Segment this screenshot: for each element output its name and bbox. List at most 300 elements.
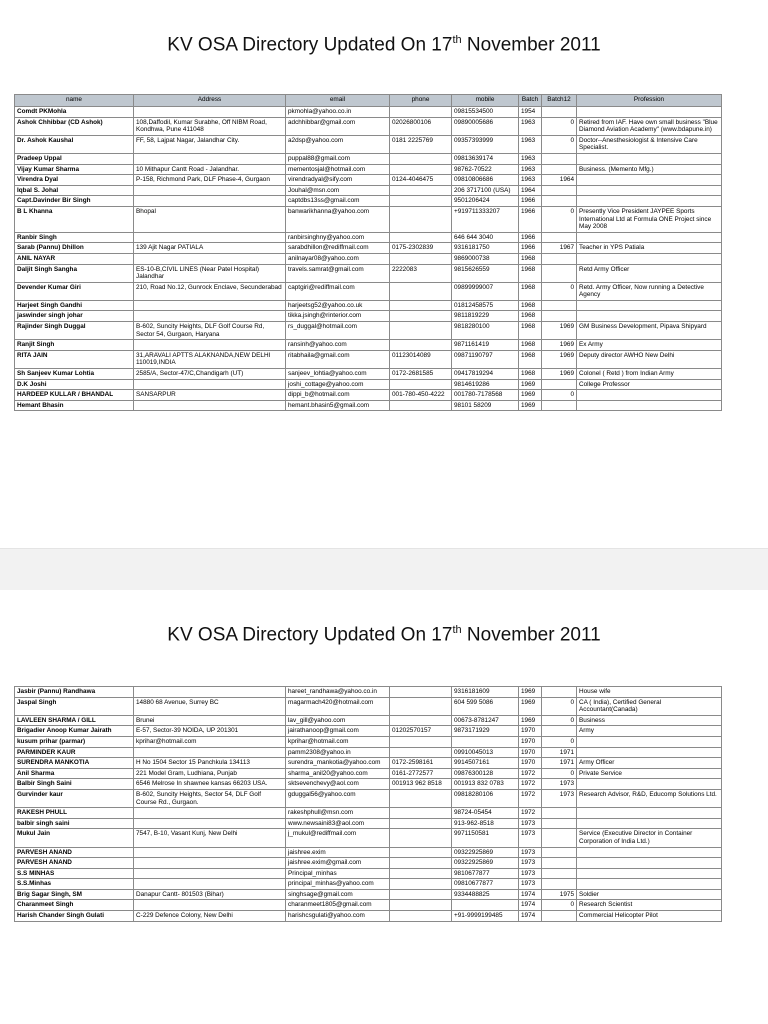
batch12-cell — [542, 868, 577, 879]
batch-cell: 1970 — [519, 758, 542, 769]
name-cell: RAKESH PHULL — [15, 808, 134, 819]
address-cell: B-602, Suncity Heights, DLF Golf Course Rd, Sector 54, Gurgaon, Haryana — [134, 322, 286, 340]
profession-cell — [577, 400, 722, 411]
phone-cell: 0172-2681585 — [390, 369, 452, 380]
batch-cell: 1972 — [519, 768, 542, 779]
email-cell: banwarikhanna@yahoo.com — [286, 206, 390, 232]
profession-cell: Army Officer — [577, 758, 722, 769]
phone-cell — [390, 808, 452, 819]
table-row — [15, 107, 722, 118]
table-row — [15, 736, 722, 747]
batch-cell: 1968 — [519, 322, 542, 340]
batch12-cell — [542, 253, 577, 264]
email-cell: harishcsgulati@yahoo.com — [286, 911, 390, 922]
document-page-2 — [0, 590, 768, 1024]
batch-cell: 1968 — [519, 264, 542, 282]
email-cell: jaishree.exim — [286, 847, 390, 858]
name-cell: HARDEEP KULLAR / BHANDAL — [15, 390, 134, 401]
batch12-cell — [542, 829, 577, 847]
profession-cell — [577, 185, 722, 196]
email-cell: charanmeet1805@gmail.com — [286, 900, 390, 911]
table-row — [15, 858, 722, 869]
mobile-cell: 98724-05454 — [452, 808, 519, 819]
phone-cell — [390, 185, 452, 196]
address-cell — [134, 808, 286, 819]
batch12-cell: 1973 — [542, 789, 577, 807]
profession-cell: CA ( India), Certified General Accountant(Canada) — [577, 697, 722, 715]
mobile-cell: 00673-8781247 — [452, 715, 519, 726]
profession-cell — [577, 779, 722, 790]
batch12-cell: 0 — [542, 282, 577, 300]
address-cell: 7547, B-10, Vasant Kunj, New Delhi — [134, 829, 286, 847]
profession-cell: Private Service — [577, 768, 722, 779]
email-cell: virendradyal@sify.com — [286, 175, 390, 186]
phone-cell — [390, 818, 452, 829]
batch-cell: 1963 — [519, 175, 542, 186]
address-cell — [134, 253, 286, 264]
phone-cell — [390, 747, 452, 758]
name-cell: Ranbir Singh — [15, 232, 134, 243]
address-cell — [134, 747, 286, 758]
name-cell: Charanmeet Singh — [15, 900, 134, 911]
name-cell: Devender Kumar Giri — [15, 282, 134, 300]
email-cell: a2dsp@yahoo.com — [286, 135, 390, 153]
email-cell: gduggal56@yahoo.com — [286, 789, 390, 807]
batch-cell: 1972 — [519, 779, 542, 790]
name-cell: Ranjit Singh — [15, 340, 134, 351]
batch-cell: 1969 — [519, 687, 542, 698]
email-cell: surendra_mankotia@yahoo.com — [286, 758, 390, 769]
phone-cell: 0181 2225769 — [390, 135, 452, 153]
batch-cell: 1972 — [519, 808, 542, 819]
table-row — [15, 282, 722, 300]
email-cell: jairathanoop@gmail.com — [286, 726, 390, 737]
mobile-cell: 09357393999 — [452, 135, 519, 153]
phone-cell — [390, 715, 452, 726]
email-cell: harjeetsg52@yahoo.co.uk — [286, 300, 390, 311]
profession-cell: Retd. Army Officer, Now running a Detective Agency — [577, 282, 722, 300]
address-cell — [134, 300, 286, 311]
email-cell: dippi_b@hotmail.com — [286, 390, 390, 401]
name-cell: Hemant Bhasin — [15, 400, 134, 411]
batch12-cell — [542, 726, 577, 737]
phone-cell — [390, 300, 452, 311]
batch-cell: 1973 — [519, 829, 542, 847]
table-row — [15, 900, 722, 911]
email-cell: joshi_cottage@yahoo.com — [286, 379, 390, 390]
table-row — [15, 300, 722, 311]
profession-cell: GM Business Development, Pipava Shipyard — [577, 322, 722, 340]
profession-cell: House wife — [577, 687, 722, 698]
table-row — [15, 818, 722, 829]
table-row — [15, 726, 722, 737]
profession-cell — [577, 736, 722, 747]
email-cell: sanjeev_lohtia@yahoo.com — [286, 369, 390, 380]
table-row — [15, 687, 722, 698]
batch-cell: 1970 — [519, 726, 542, 737]
email-cell: ranbirsinghny@yahoo.com — [286, 232, 390, 243]
name-cell: jaswinder singh johar — [15, 311, 134, 322]
name-cell: Iqbal S. Johal — [15, 185, 134, 196]
address-cell: 6546 Melrose In shawnee kansas 66203 USA. — [134, 779, 286, 790]
profession-cell — [577, 300, 722, 311]
name-cell: ANIL NAYAR — [15, 253, 134, 264]
batch12-cell: 0 — [542, 736, 577, 747]
address-cell: 31,ARAVALI APTTS ALAKNANDA,NEW DELHI 110019,INDIA — [134, 350, 286, 368]
address-cell — [134, 185, 286, 196]
email-cell: pamm2308@yahoo.in — [286, 747, 390, 758]
mobile-cell: 98101 58209 — [452, 400, 519, 411]
batch12-cell: 0 — [542, 697, 577, 715]
page-gap — [0, 548, 768, 592]
mobile-cell: 646 644 3040 — [452, 232, 519, 243]
phone-cell — [390, 789, 452, 807]
mobile-cell — [452, 900, 519, 911]
mobile-cell: 9334488825 — [452, 889, 519, 900]
address-cell: H No 1504 Sector 15 Panchkula 134113 — [134, 758, 286, 769]
column-header: Batch — [519, 95, 542, 107]
email-cell: puppal88@gmail.com — [286, 153, 390, 164]
batch-cell: 1968 — [519, 350, 542, 368]
batch-cell: 1968 — [519, 369, 542, 380]
column-header: name — [15, 95, 134, 107]
phone-cell — [390, 107, 452, 118]
mobile-cell: 9869000738 — [452, 253, 519, 264]
batch12-cell — [542, 911, 577, 922]
profession-cell — [577, 868, 722, 879]
batch12-cell: 0 — [542, 117, 577, 135]
email-cell: pkmohla@yahoo.co.in — [286, 107, 390, 118]
batch-cell: 1966 — [519, 232, 542, 243]
table-row — [15, 206, 722, 232]
profession-cell — [577, 175, 722, 186]
address-cell: ES-10-B,CIVIL LINES (Near Patel Hospital) Jalandhar — [134, 264, 286, 282]
phone-cell — [390, 900, 452, 911]
phone-cell: 02026800106 — [390, 117, 452, 135]
address-cell — [134, 818, 286, 829]
batch12-cell — [542, 232, 577, 243]
batch12-cell: 0 — [542, 135, 577, 153]
phone-cell — [390, 232, 452, 243]
batch12-cell: 1969 — [542, 322, 577, 340]
directory-table — [14, 686, 722, 922]
profession-cell: Service (Executive Director in Container Corporation of India Ltd.) — [577, 829, 722, 847]
name-cell: Jasbir (Pannu) Randhawa — [15, 687, 134, 698]
email-cell: sharma_anil20@yahoo.com — [286, 768, 390, 779]
email-cell: lav_gill@yahoo.com — [286, 715, 390, 726]
batch12-cell — [542, 847, 577, 858]
address-cell: 108,Daffodil, Kumar Surabhe, Off NIBM Road, Kondhwa, Pune 411048 — [134, 117, 286, 135]
table-row — [15, 758, 722, 769]
batch12-cell — [542, 808, 577, 819]
mobile-cell: 9316181609 — [452, 687, 519, 698]
table-row — [15, 350, 722, 368]
address-cell: 139 Ajit Nagar PATIALA — [134, 243, 286, 254]
table-row — [15, 379, 722, 390]
name-cell: Brigadier Anoop Kumar Jairath — [15, 726, 134, 737]
phone-cell — [390, 340, 452, 351]
address-cell — [134, 153, 286, 164]
profession-cell — [577, 232, 722, 243]
address-cell: kprihar@hotmail.com — [134, 736, 286, 747]
profession-cell: Research Advisor, R&D, Educomp Solutions Ltd. — [577, 789, 722, 807]
table-row — [15, 911, 722, 922]
directory-table — [14, 94, 722, 411]
batch-cell: 1968 — [519, 340, 542, 351]
profession-cell: Army — [577, 726, 722, 737]
name-cell: PARVESH ANAND — [15, 858, 134, 869]
batch12-cell: 0 — [542, 715, 577, 726]
column-header: mobile — [452, 95, 519, 107]
profession-cell — [577, 253, 722, 264]
address-cell — [134, 687, 286, 698]
profession-cell — [577, 858, 722, 869]
mobile-cell: 9810677877 — [452, 868, 519, 879]
phone-cell — [390, 400, 452, 411]
email-cell: ransinh@yahoo.com — [286, 340, 390, 351]
batch-cell: 1973 — [519, 858, 542, 869]
email-cell: jaishree.exim@gmail.com — [286, 858, 390, 869]
address-cell — [134, 879, 286, 890]
batch-cell: 1973 — [519, 879, 542, 890]
profession-cell: Soldier — [577, 889, 722, 900]
profession-cell: Business — [577, 715, 722, 726]
table-row — [15, 311, 722, 322]
name-cell: Harish Chander Singh Gulati — [15, 911, 134, 922]
batch12-cell — [542, 818, 577, 829]
mobile-cell: 09322925869 — [452, 847, 519, 858]
column-header: Profession — [577, 95, 722, 107]
batch-cell: 1974 — [519, 889, 542, 900]
mobile-cell: 9871161419 — [452, 340, 519, 351]
batch-cell: 1973 — [519, 868, 542, 879]
phone-cell: 2222083 — [390, 264, 452, 282]
table-row — [15, 117, 722, 135]
name-cell: Daljit Singh Sangha — [15, 264, 134, 282]
batch-cell: 1969 — [519, 697, 542, 715]
table-row — [15, 715, 722, 726]
mobile-cell: 9316181750 — [452, 243, 519, 254]
mobile-cell: 09899999007 — [452, 282, 519, 300]
address-cell — [134, 379, 286, 390]
batch12-cell — [542, 196, 577, 207]
batch12-cell — [542, 264, 577, 282]
table-row — [15, 400, 722, 411]
email-cell: kprihar@hotmail.com — [286, 736, 390, 747]
profession-cell: Retired from IAF. Have own small business "Blue Diamond Aviation Academy" (www.bdapune.in) — [577, 117, 722, 135]
address-cell — [134, 868, 286, 879]
table-row — [15, 697, 722, 715]
mobile-cell: 9914507161 — [452, 758, 519, 769]
batch12-cell: 1964 — [542, 175, 577, 186]
email-cell: hemant.bhasin5@gmail.com — [286, 400, 390, 411]
name-cell: PARVESH ANAND — [15, 847, 134, 858]
name-cell: Virendra Dyal — [15, 175, 134, 186]
table-row — [15, 243, 722, 254]
batch12-cell — [542, 858, 577, 869]
phone-cell: 01123014089 — [390, 350, 452, 368]
mobile-cell: 604 599 5086 — [452, 697, 519, 715]
batch-cell: 1954 — [519, 107, 542, 118]
batch12-cell: 0 — [542, 390, 577, 401]
email-cell: Jouhal@msn.com — [286, 185, 390, 196]
page-title: KV OSA Directory Updated On 17th November 2011 — [167, 34, 601, 56]
profession-cell — [577, 847, 722, 858]
mobile-cell: 9818280100 — [452, 322, 519, 340]
email-cell: principal_minhas@yahoo.com — [286, 879, 390, 890]
phone-cell — [390, 322, 452, 340]
phone-cell — [390, 736, 452, 747]
batch12-cell — [542, 107, 577, 118]
name-cell: Rajinder Singh Duggal — [15, 322, 134, 340]
batch-cell: 1966 — [519, 243, 542, 254]
table-row — [15, 768, 722, 779]
profession-cell: Commercial Helicopter Pilot — [577, 911, 722, 922]
name-cell: balbir singh saini — [15, 818, 134, 829]
batch-cell: 1966 — [519, 196, 542, 207]
name-cell: B L Khanna — [15, 206, 134, 232]
table-header-row — [15, 95, 722, 107]
batch12-cell: 1975 — [542, 889, 577, 900]
email-cell: travels.samrat@gmail.com — [286, 264, 390, 282]
phone-cell — [390, 206, 452, 232]
batch12-cell: 1971 — [542, 758, 577, 769]
phone-cell — [390, 196, 452, 207]
phone-cell: 001-780-450-4222 — [390, 390, 452, 401]
address-cell: SANSARPUR — [134, 390, 286, 401]
name-cell: Comdt PKMohla — [15, 107, 134, 118]
phone-cell — [390, 868, 452, 879]
mobile-cell: 09810806686 — [452, 175, 519, 186]
email-cell: anilnayar08@yahoo.com — [286, 253, 390, 264]
name-cell: Jaspal Singh — [15, 697, 134, 715]
phone-cell — [390, 164, 452, 175]
profession-cell — [577, 153, 722, 164]
phone-cell: 0175-2302839 — [390, 243, 452, 254]
mobile-cell: 09417819294 — [452, 369, 519, 380]
address-cell: 10 Mithapur Cantt Road - Jalandhar. — [134, 164, 286, 175]
profession-cell — [577, 808, 722, 819]
email-cell: tikka.jsingh@rinterior.com — [286, 311, 390, 322]
phone-cell: 01202570157 — [390, 726, 452, 737]
batch-cell: 1963 — [519, 164, 542, 175]
profession-cell: Research Scientist — [577, 900, 722, 911]
batch-cell: 1969 — [519, 379, 542, 390]
phone-cell — [390, 879, 452, 890]
profession-cell — [577, 196, 722, 207]
mobile-cell: 09871190797 — [452, 350, 519, 368]
mobile-cell: 09810677877 — [452, 879, 519, 890]
name-cell: Gurvinder kaur — [15, 789, 134, 807]
table-row — [15, 779, 722, 790]
name-cell: PARMINDER KAUR — [15, 747, 134, 758]
table-row — [15, 164, 722, 175]
column-header: email — [286, 95, 390, 107]
mobile-cell: 09910045013 — [452, 747, 519, 758]
table-row — [15, 135, 722, 153]
mobile-cell: 9873171929 — [452, 726, 519, 737]
batch12-cell: 1969 — [542, 369, 577, 380]
name-cell: kusum prihar (parmar) — [15, 736, 134, 747]
profession-cell — [577, 107, 722, 118]
phone-cell — [390, 687, 452, 698]
profession-cell — [577, 818, 722, 829]
address-cell — [134, 340, 286, 351]
phone-cell — [390, 697, 452, 715]
name-cell: Brig Sagar Singh, SM — [15, 889, 134, 900]
address-cell: B-602, Suncity Heights, Sector 54, DLF Golf Course Rd., Gurgaon. — [134, 789, 286, 807]
profession-cell: Doctor--Anesthesiologist & Intensive Care Specialist. — [577, 135, 722, 153]
batch12-cell: 0 — [542, 768, 577, 779]
address-cell — [134, 196, 286, 207]
batch-cell: 1973 — [519, 818, 542, 829]
mobile-cell: 09813639174 — [452, 153, 519, 164]
name-cell: S.S.Minhas — [15, 879, 134, 890]
phone-cell — [390, 282, 452, 300]
batch-cell: 1974 — [519, 900, 542, 911]
mobile-cell: 09815534500 — [452, 107, 519, 118]
phone-cell — [390, 889, 452, 900]
phone-cell — [390, 858, 452, 869]
email-cell: captgiri@rediffmail.com — [286, 282, 390, 300]
address-cell — [134, 311, 286, 322]
phone-cell — [390, 911, 452, 922]
table-row — [15, 253, 722, 264]
phone-cell: 0124-4046475 — [390, 175, 452, 186]
profession-cell: Business. (Memento Mfg.) — [577, 164, 722, 175]
profession-cell — [577, 747, 722, 758]
address-cell: 221 Model Gram, Ludhiana, Punjab — [134, 768, 286, 779]
batch12-cell: 1969 — [542, 350, 577, 368]
table-row — [15, 847, 722, 858]
address-cell — [134, 900, 286, 911]
page-title: KV OSA Directory Updated On 17th November 2011 — [167, 624, 601, 646]
batch12-cell — [542, 379, 577, 390]
email-cell: sarabdhillon@rediffmail.com — [286, 243, 390, 254]
batch-cell: 1968 — [519, 282, 542, 300]
batch12-cell — [542, 185, 577, 196]
profession-cell: College Professor — [577, 379, 722, 390]
batch-cell: 1972 — [519, 789, 542, 807]
batch12-cell: 0 — [542, 206, 577, 232]
email-cell: hareet_randhawa@yahoo.co.in — [286, 687, 390, 698]
mobile-cell: +919711333207 — [452, 206, 519, 232]
mobile-cell — [452, 736, 519, 747]
batch-cell: 1968 — [519, 311, 542, 322]
email-cell: adchhibbar@gmail.com — [286, 117, 390, 135]
phone-cell — [390, 829, 452, 847]
batch-cell: 1974 — [519, 911, 542, 922]
phone-cell — [390, 153, 452, 164]
phone-cell — [390, 847, 452, 858]
table-row — [15, 879, 722, 890]
mobile-cell: 206 3717100 (USA) — [452, 185, 519, 196]
name-cell: Sarab (Pannu) Dhillon — [15, 243, 134, 254]
profession-cell: Ex Army — [577, 340, 722, 351]
table-row — [15, 322, 722, 340]
name-cell: SURENDRA MANKOTIA — [15, 758, 134, 769]
profession-cell: Teacher in YPS Patiala — [577, 243, 722, 254]
email-cell: rakeshphull@msn.com — [286, 808, 390, 819]
email-cell: ritabhaila@gmail.com — [286, 350, 390, 368]
mobile-cell: 98762-70522 — [452, 164, 519, 175]
table-row — [15, 889, 722, 900]
mobile-cell: +91-9999199485 — [452, 911, 519, 922]
batch-cell: 1966 — [519, 206, 542, 232]
table-row — [15, 196, 722, 207]
name-cell: D.K Joshi — [15, 379, 134, 390]
table-row — [15, 185, 722, 196]
